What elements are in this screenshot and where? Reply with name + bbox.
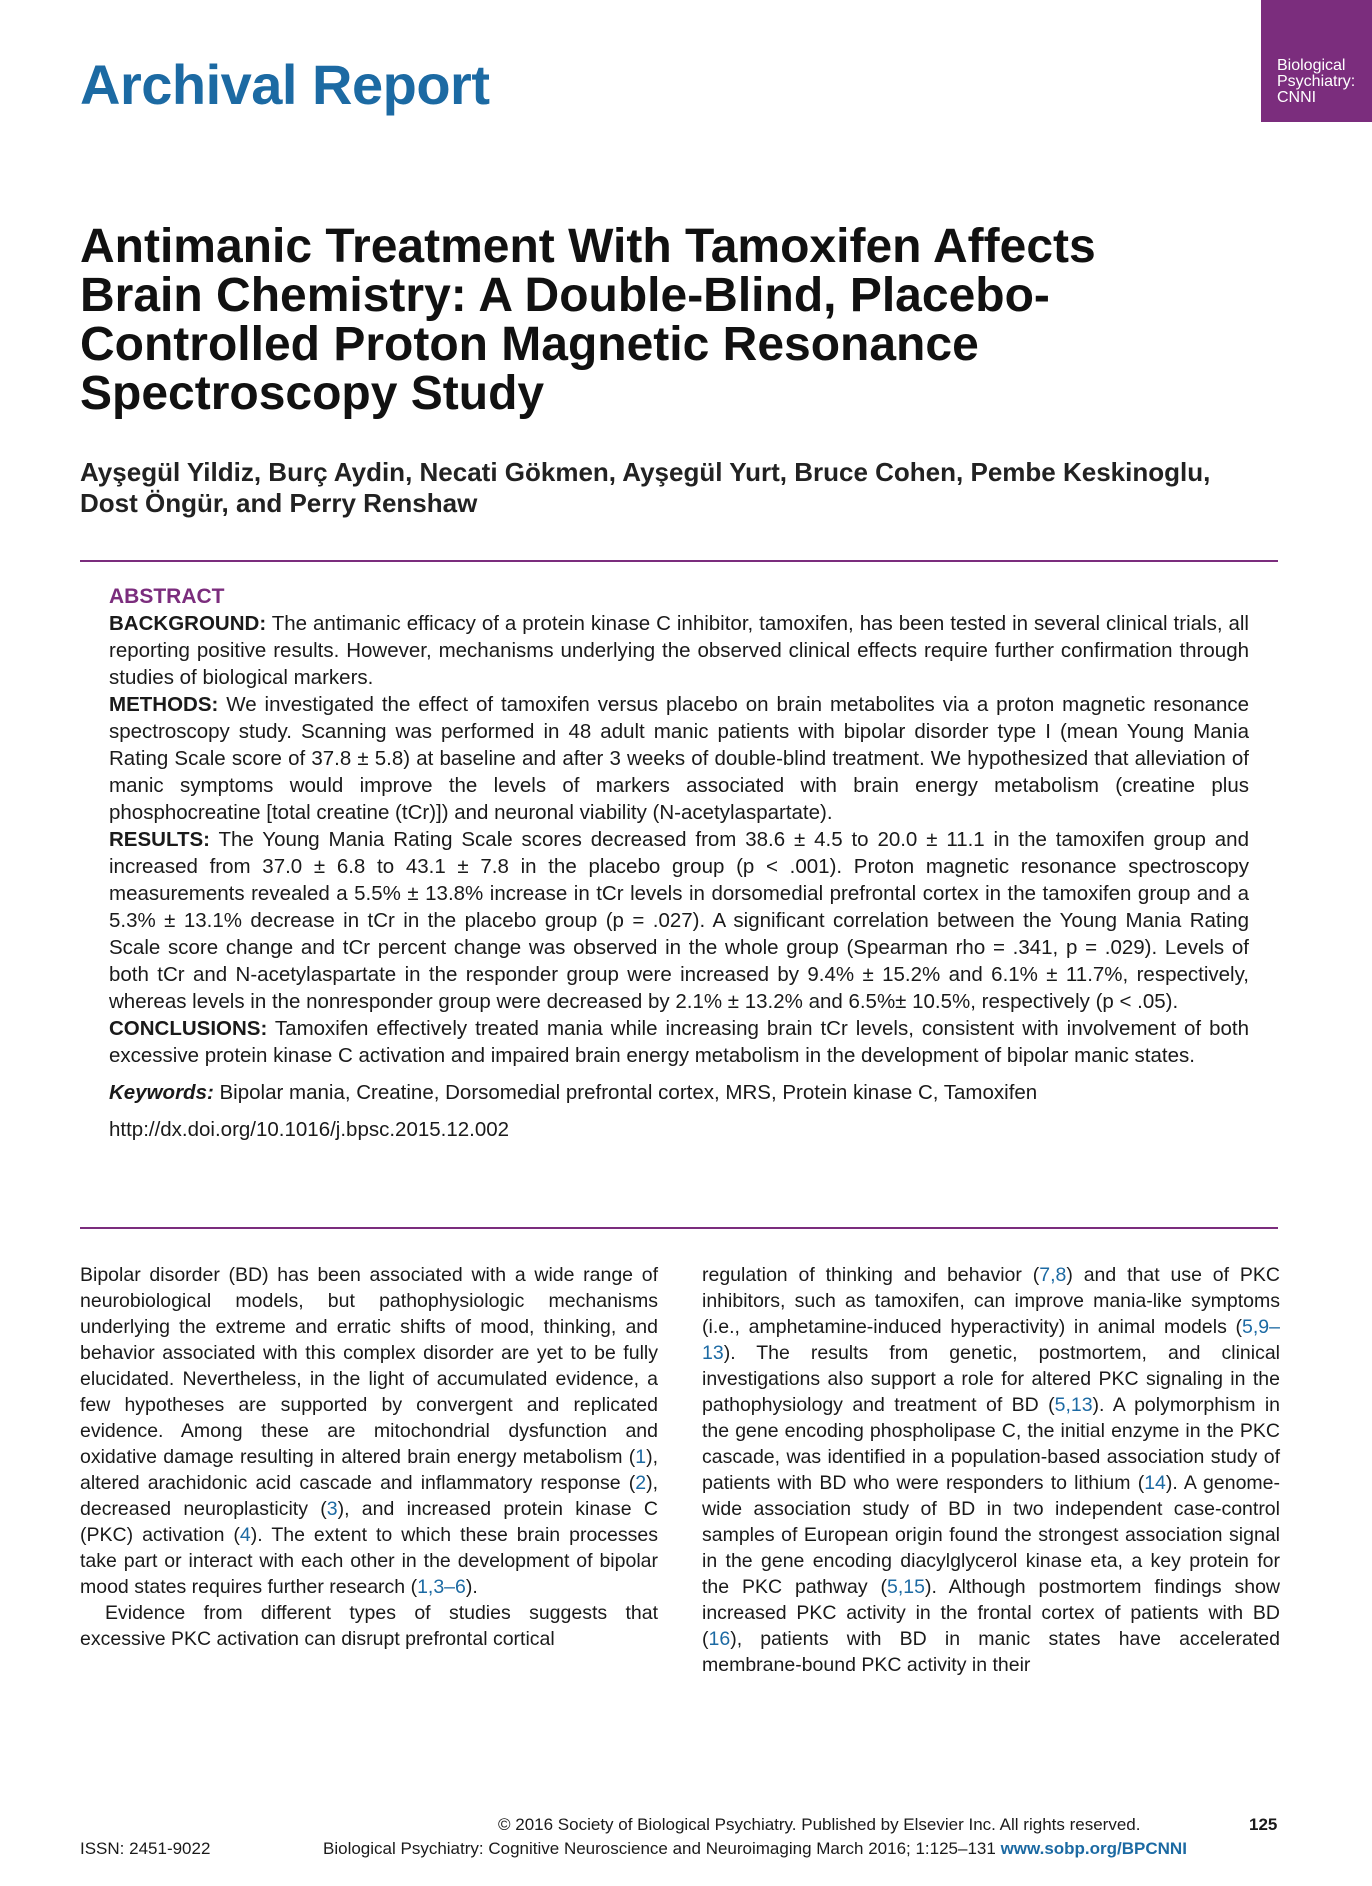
journal-badge-line: Biological	[1277, 57, 1346, 74]
citation-link[interactable]: 5,13	[1054, 1394, 1093, 1416]
abstract-background	[109, 610, 1249, 691]
body-paragraph	[702, 1262, 1280, 1678]
citation-link[interactable]: 5,15	[887, 1576, 925, 1598]
body-text: ). The results from genetic, postmortem, and clinical investigations also support a role for altered PKC signaling in the pathophysiology and treatment of BD (	[702, 1342, 1280, 1416]
divider-bottom	[80, 1227, 1278, 1229]
citation-link[interactable]: 3	[326, 1498, 338, 1520]
citation-link[interactable]: 7,8	[1039, 1264, 1067, 1286]
results-label: RESULTS:	[109, 828, 210, 851]
body-text: ), decreased neuroplasticity (	[80, 1472, 658, 1520]
body-text: ). A genome-wide association study of BD in two independent case-control samples of European origin found the strongest association signal in the gene encoding diacylglycerol kinase eta, a key protein for the PKC pathway (	[702, 1472, 1280, 1598]
abstract-conclusions	[109, 1015, 1249, 1069]
keywords	[109, 1079, 1249, 1106]
copyright-notice: © 2016 Society of Biological Psychiatry. Published by Elsevier Inc. All rights reserved.	[498, 1815, 1141, 1834]
divider-top	[80, 560, 1278, 562]
section-label: Archival Report	[80, 53, 490, 116]
conclusions-text: Tamoxifen effectively treated mania while increasing brain tCr levels, consistent with involvement of both excessive protein kinase C activation and impaired brain energy metabolism in the development of bipolar manic states.	[109, 1017, 1249, 1067]
journal-badge	[1261, 0, 1372, 122]
body-text: Bipolar disorder (BD) has been associated with a wide range of neurobiological models, but pathophysiologic mechanisms underlying the extreme and erratic shifts of mood, thinking, and behavior associated with this complex disorder are yet to be fully elucidated. Nevertheless, in the light of accumulated evidence, a few hypotheses are supported by convergent and replicated evidence. Among these are mitochondrial dysfunction and oxidative damage resulting in altered brain energy metabolism (	[80, 1264, 658, 1468]
doi-link[interactable]: http://dx.doi.org/10.1016/j.bpsc.2015.12.002	[109, 1118, 510, 1141]
body-paragraph	[80, 1600, 658, 1652]
body-text: regulation of thinking and behavior (	[702, 1264, 1040, 1286]
body-text: ).	[465, 1576, 478, 1598]
issn: ISSN: 2451-9022	[80, 1839, 211, 1858]
keywords-text: Bipolar mania, Creatine, Dorsomedial prefrontal cortex, MRS, Protein kinase C, Tamoxifen	[213, 1081, 1038, 1104]
body-column-right	[702, 1262, 1280, 1678]
citation-link[interactable]: 2	[635, 1472, 647, 1494]
citation-link[interactable]: 5,9–13	[702, 1316, 1280, 1364]
citation-link[interactable]: 14	[1144, 1472, 1166, 1494]
title-line: Brain Chemistry: A Double-Blind, Placebo-	[80, 269, 1050, 322]
body-text: ), patients with BD in manic states have accelerated membrane-bound PKC activity in their	[702, 1628, 1280, 1676]
body-column-left	[80, 1262, 658, 1652]
author-line: Ayşegül Yildiz, Burç Aydin, Necati Gökmen, Ayşegül Yurt, Bruce Cohen, Pembe Keskinoglu,	[80, 457, 1211, 487]
abstract	[109, 583, 1249, 1143]
conclusions-label: CONCLUSIONS:	[109, 1017, 268, 1040]
citation-link[interactable]: 1	[635, 1446, 647, 1468]
body-text: Evidence from different types of studies suggests that excessive PKC activation can disrupt prefrontal cortical	[80, 1602, 658, 1650]
keywords-label: Keywords:	[109, 1081, 214, 1104]
citation-link[interactable]: 1,3–6	[417, 1576, 466, 1598]
body-text: ). A polymorphism in the gene encoding phospholipase C, the initial enzyme in the PKC cascade, was identified in a population-based association study of patients with BD who were responders to lithium (	[702, 1394, 1280, 1494]
body-text: ). Although postmortem findings show increased PKC activity in the frontal cortex of patients with BD (	[702, 1576, 1280, 1650]
abstract-heading: ABSTRACT	[109, 585, 225, 608]
journal-badge-line: CNNI	[1277, 89, 1317, 106]
journal-citation	[323, 1838, 1187, 1860]
title-line: Controlled Proton Magnetic Resonance	[80, 318, 979, 371]
body-text: ) and that use of PKC inhibitors, such as tamoxifen, can improve mania-like symptoms (i.e., amphetamine-induced hyperactivity) in animal models (	[702, 1264, 1280, 1338]
title-line: Spectroscopy Study	[80, 367, 545, 420]
background-text: The antimanic efficacy of a protein kinase C inhibitor, tamoxifen, has been tested in several clinical trials, all reporting positive results. However, mechanisms underlying the observed clinical effects require further confirmation through studies of biological markers.	[109, 612, 1249, 689]
abstract-results	[109, 826, 1249, 1015]
author-line: Dost Öngür, and Perry Renshaw	[80, 488, 478, 518]
body-paragraph	[80, 1262, 658, 1600]
body-text: ). The extent to which these brain processes take part or interact with each other in the development of bipolar mood states requires further research (	[80, 1524, 658, 1598]
page-number: 125	[1249, 1815, 1278, 1834]
title-line: Antimanic Treatment With Tamoxifen Affects	[80, 220, 1096, 273]
citation-link[interactable]: 4	[239, 1524, 251, 1546]
citation-text: Biological Psychiatry: Cognitive Neuroscience and Neuroimaging March 2016; 1:125–131	[323, 1839, 1001, 1858]
article-title	[80, 222, 1230, 418]
journal-url-link[interactable]: www.sobp.org/BPCNNI	[1000, 1839, 1187, 1858]
body-text: ), and increased protein kinase C (PKC) activation (	[80, 1498, 658, 1546]
author-list	[80, 457, 1280, 519]
citation-link[interactable]: 16	[708, 1628, 731, 1650]
journal-badge-line: Psychiatry:	[1277, 73, 1356, 90]
methods-text: We investigated the effect of tamoxifen versus placebo on brain metabolites via a proton magnetic resonance spectroscopy study. Scanning was performed in 48 adult manic patients with bipolar disorder type I (mean Young Mania Rating Scale score of 37.8 ± 5.8) at baseline and after 3 weeks of double-blind treatment. We hypothesized that alleviation of manic symptoms would improve the levels of markers associated with brain energy metabolism (creatine plus phosphocreatine [total creatine (tCr)]) and neuronal viability (N-acetylaspartate).	[109, 693, 1249, 824]
body-text: ), altered arachidonic acid cascade and inflammatory response (	[80, 1446, 658, 1494]
abstract-methods	[109, 691, 1249, 826]
methods-label: METHODS:	[109, 693, 219, 716]
results-text: The Young Mania Rating Scale scores decreased from 38.6 ± 4.5 to 20.0 ± 11.1 in the tamoxifen group and increased from 37.0 ± 6.8 to 43.1 ± 7.8 in the placebo group (p < .001). Proton magnetic resonance spectroscopy measurements revealed a 5.5% ± 13.8% increase in tCr levels in dorsomedial prefrontal cortex in the tamoxifen group and a 5.3% ± 13.1% decrease in tCr in the placebo group (p = .027). A significant correlation between the Young Mania Rating Scale score change and tCr percent change was observed in the whole group (Spearman rho = .341, p = .029). Levels of both tCr and N-acetylaspartate in the responder group were increased by 9.4% ± 15.2% and 6.1% ± 11.7%, respectively, whereas levels in the nonresponder group were decreased by 2.1% ± 13.2% and 6.5%± 10.5%, respectively (p < .05).	[109, 828, 1249, 1013]
background-label: BACKGROUND:	[109, 612, 267, 635]
